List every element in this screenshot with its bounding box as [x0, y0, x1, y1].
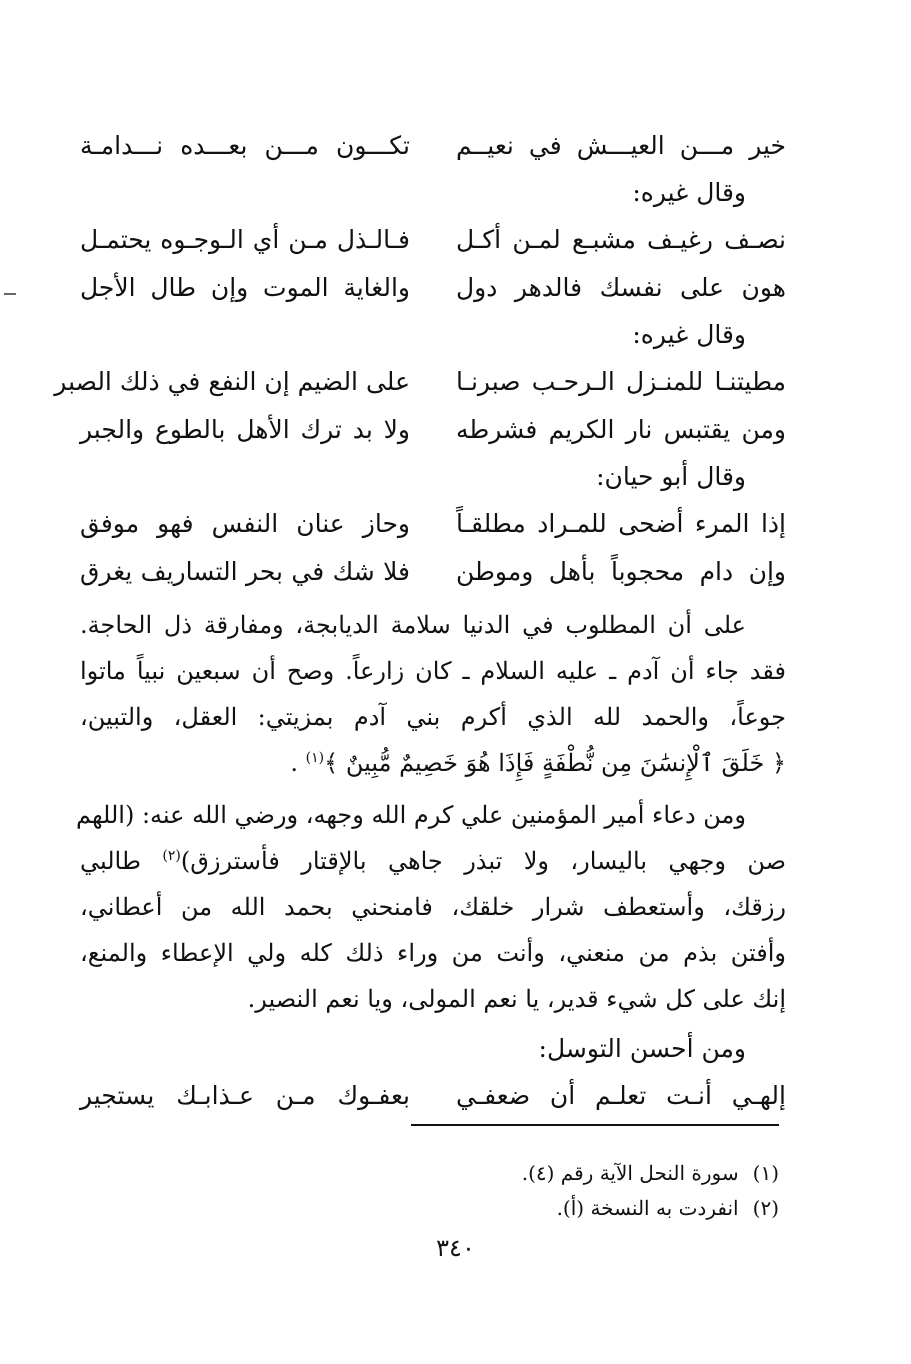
verse-line	[80, 1072, 786, 1120]
footnote	[259, 1156, 779, 1191]
quran-verse: ﴿ خَلَقَ ٱلْإِنسَٰنَ مِن نُّطْفَةٍ فَإِذَا هُوَ خَصِيمٌ مُّبِينٌ ﴾	[324, 749, 786, 777]
margin-mark	[4, 293, 16, 295]
footnote-ref: (١)	[305, 750, 325, 766]
verse-hemistich-second: ولا بد ترك الأهل بالطوع والجبر	[80, 415, 410, 444]
verse-hemistich-first: هون على نفسك فالدهر دول	[456, 273, 786, 302]
main-text	[54, 122, 786, 1120]
verse-intro: ومن أحسن التوسل:	[538, 1034, 746, 1063]
paragraph	[76, 792, 786, 1022]
verse-hemistich-second: وحاز عنان النفس فهو موفق	[80, 509, 410, 538]
verse-hemistich-second: والغاية الموت وإن طال الأجل	[80, 273, 410, 302]
footnote-ref: (٢)	[162, 848, 181, 864]
footnote-number: (١)	[752, 1161, 779, 1185]
verse-hemistich-first: ومن يقتبس نار الكريم فشرطه	[456, 415, 786, 444]
verse-line	[80, 406, 786, 454]
verse-hemistich-first: إذا المرء أضحى للمـراد مطلقـاً	[456, 509, 786, 538]
paragraph-line: جوعاً، والحمد لله الذي أكرم بني آدم بمزيتي: العقل، والتبين،	[80, 703, 786, 731]
verse-hemistich-first: إلهـي أنـت تعلـم أن ضعفـي	[456, 1081, 786, 1110]
paragraph	[80, 602, 786, 786]
paragraph-line: على أن المطلوب في الدنيا سلامة الديابجة، ومفارقة ذل الحاجة.	[80, 611, 746, 639]
verse-hemistich-second: فـالـذل مـن أي الـوجـوه يحتمـل	[80, 225, 410, 254]
footnote-divider	[411, 1124, 779, 1126]
verse-intro: وقال غيره:	[632, 178, 746, 207]
footnote-text: سورة النحل الآية رقم (٤).	[521, 1161, 739, 1185]
quran-verse-line: ﴿ خَلَقَ ٱلْإِنسَٰنَ مِن نُّطْفَةٍ فَإِذَا هُوَ خَصِيمٌ مُّبِينٌ ﴾$^{(١)}$ .	[290, 749, 786, 777]
paragraph-line	[80, 838, 786, 884]
paragraph-line: فقد جاء أن آدم ـ عليه السلام ـ كان زارعاً. وصح أن سبعين نبياً ماتوا	[80, 657, 786, 685]
verse-hemistich-second: فلا شك في بحر التساريف يغرق	[80, 557, 410, 586]
paragraph-line: إنك على كل شيء قدير، يا نعم المولى، ويا نعم النصير.	[247, 985, 786, 1013]
verse-line	[80, 500, 786, 548]
verse-line	[80, 548, 786, 596]
footnote	[259, 1191, 779, 1226]
paragraph-text: طالبي	[80, 847, 141, 875]
verse-hemistich-second: تكـــون مـــن بعـــده نـــدامـة	[80, 131, 410, 160]
paragraph-line: رزقك، وأستعطف شرار خلقك، فامنحني بحمد الله من أعطاني،	[80, 893, 786, 921]
footnotes	[259, 1156, 779, 1226]
paragraph-line: ومن دعاء أمير المؤمنين علي كرم الله وجهه، ورضي الله عنه: (اللهم	[76, 801, 746, 829]
verse-hemistich-first: وإن دام محجوباً بأهل وموطن	[456, 557, 786, 586]
verse-hemistich-second: على الضيم إن النفع في ذلك الصبر	[54, 367, 410, 396]
verse-line	[80, 216, 786, 264]
footnote-text: انفردت به النسخة (أ).	[556, 1196, 739, 1220]
verse-intro: وقال غيره:	[632, 320, 746, 349]
verse-line	[54, 358, 786, 406]
paragraph-line: وأفتن بذم من منعني، وأنت من وراء ذلك كله ولي الإعطاء والمنع،	[80, 939, 786, 967]
footnote-number: (٢)	[752, 1196, 779, 1220]
verse-hemistich-first: مطيتنـا للمنـزل الـرحـب صبرنـا	[456, 367, 786, 396]
paragraph-text: صن وجهي باليسار، ولا تبذر جاهي بالإقتار فأسترزق)	[180, 847, 786, 875]
page-number: ٣٤٠	[436, 1234, 475, 1262]
verse-line	[80, 264, 786, 312]
verse-line	[80, 122, 786, 170]
verse-hemistich-first: خير مـــن العيـــش في نعيــم	[456, 131, 786, 160]
verse-hemistich-second: بعفـوك مـن عـذابـك يستجير	[80, 1081, 410, 1110]
verse-hemistich-first: نصـف رغيـف مشبـع لمـن أكـل	[456, 225, 786, 254]
verse-intro: وقال أبو حيان:	[596, 462, 746, 491]
